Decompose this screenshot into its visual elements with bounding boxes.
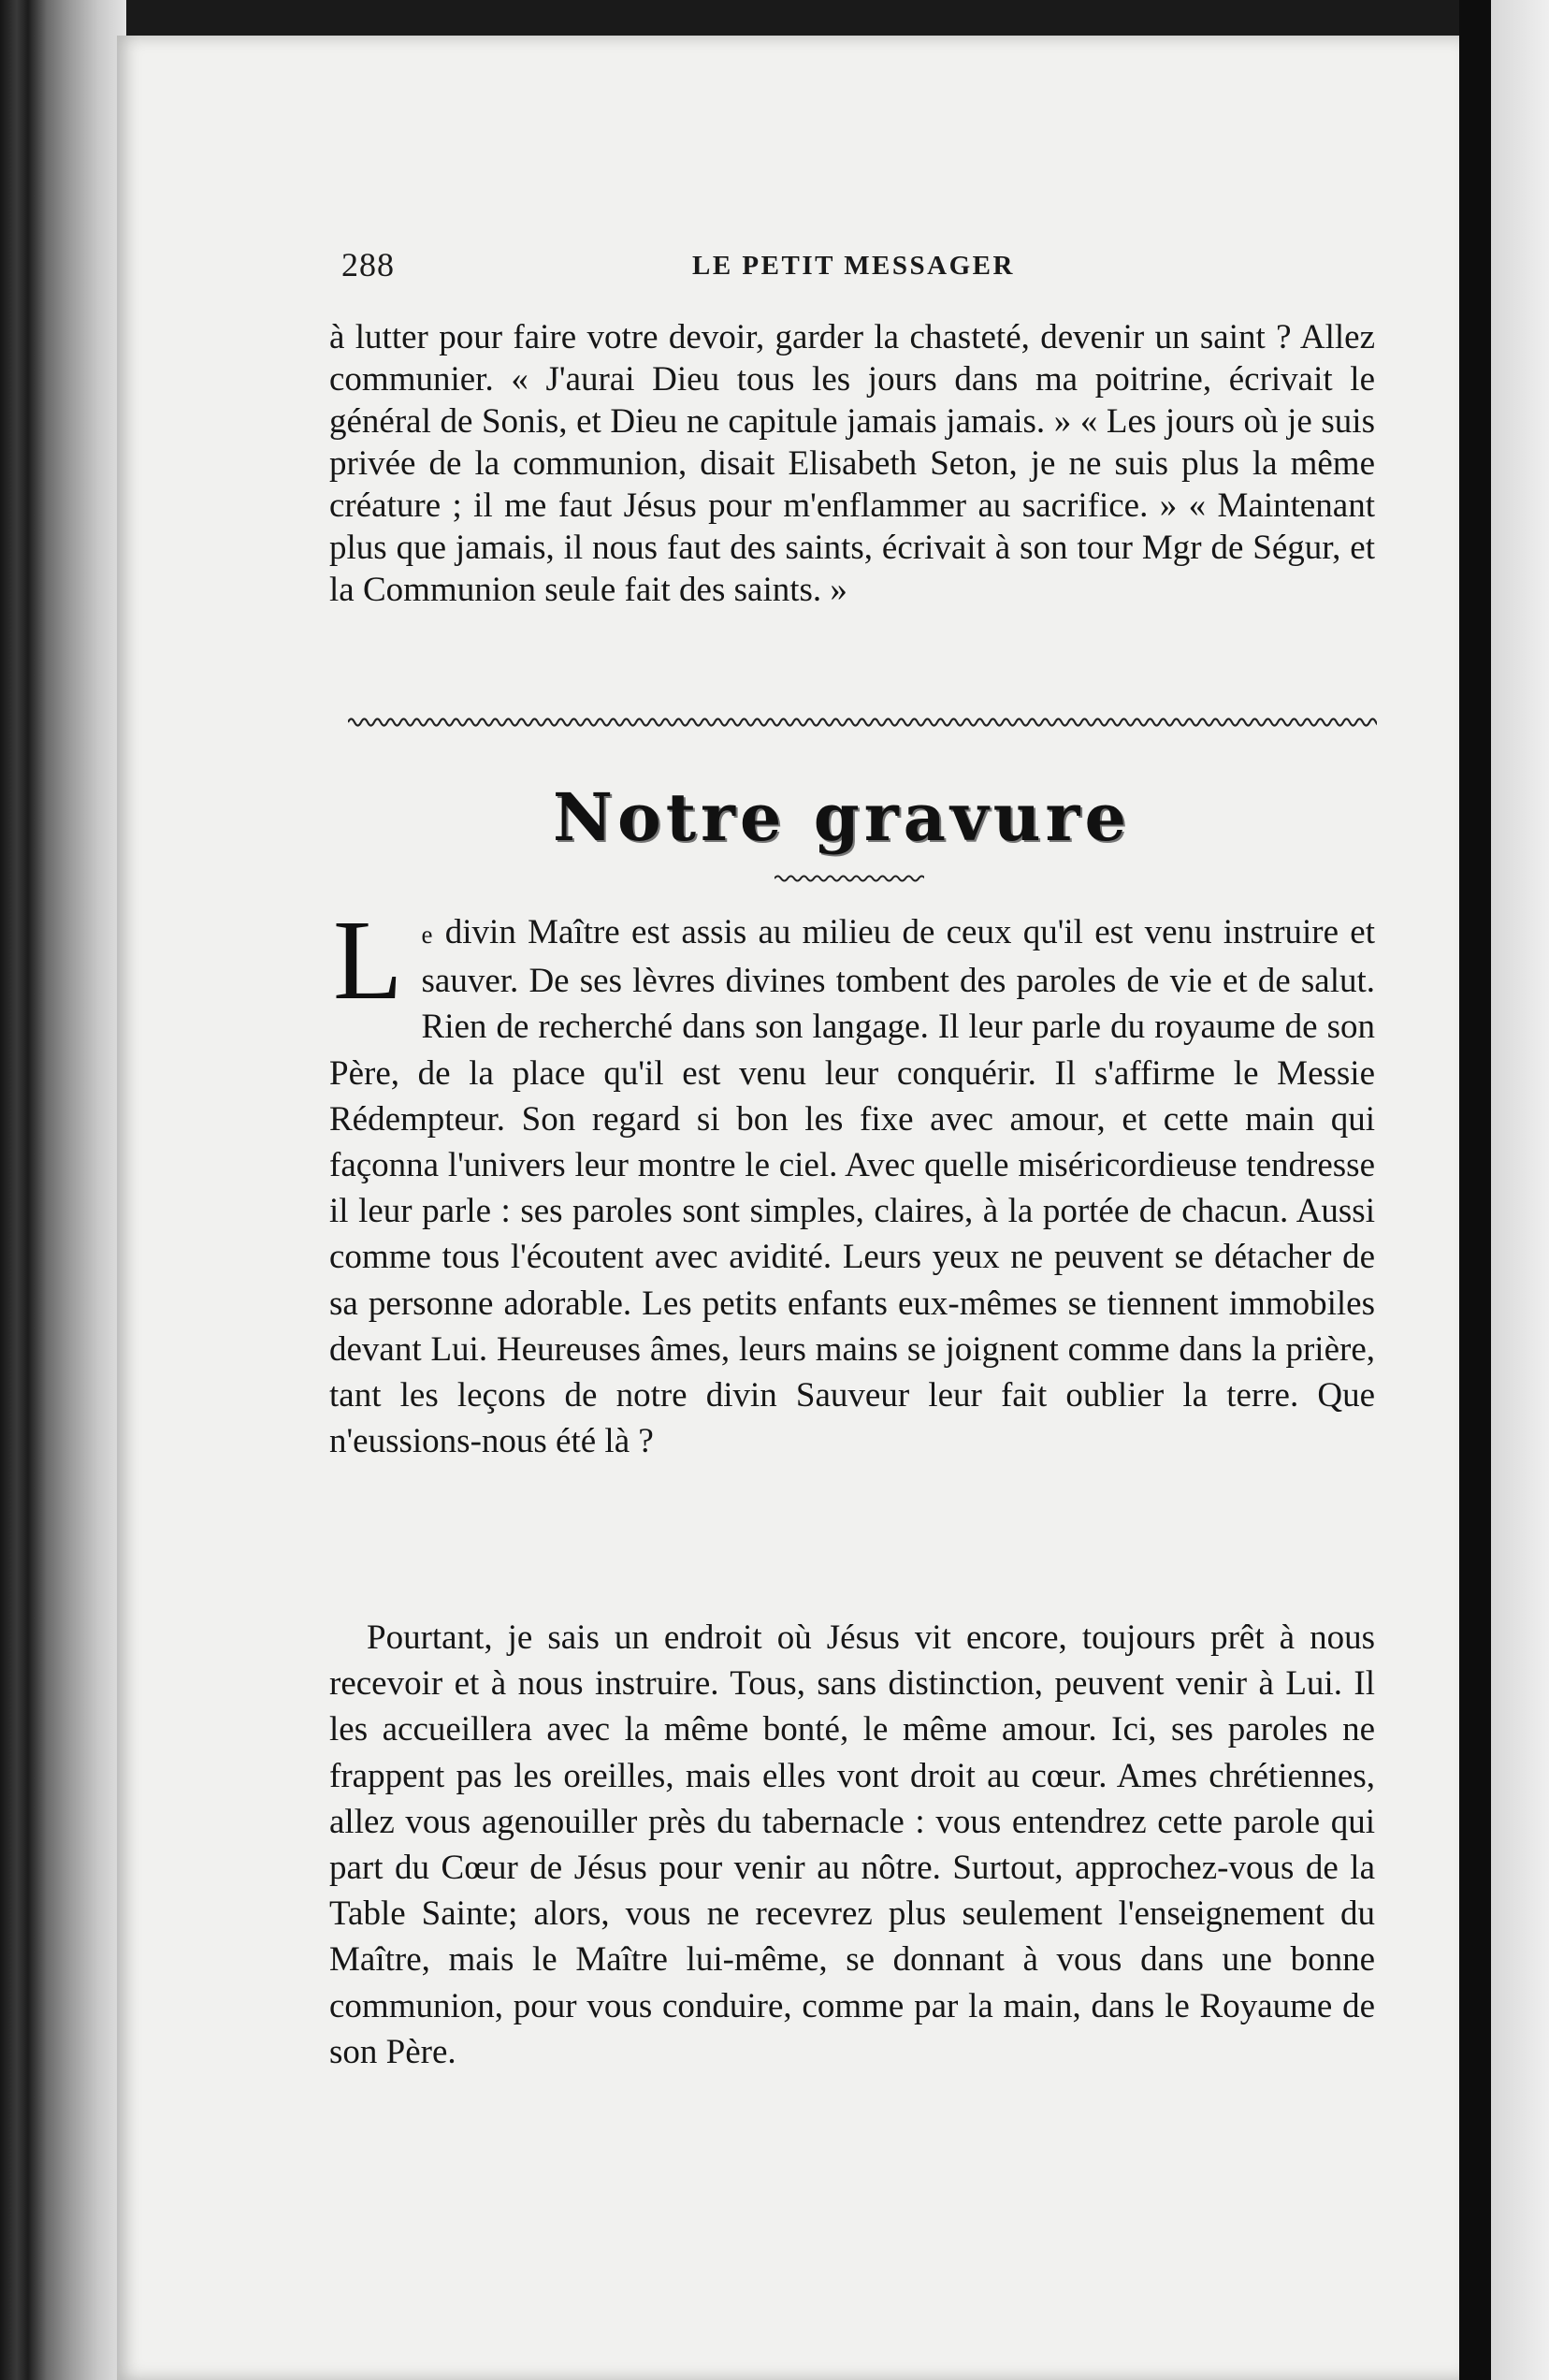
section-paragraph-2 <box>329 1615 1375 2075</box>
first-word-rest: e <box>421 921 434 949</box>
section-paragraph-1 <box>329 897 1376 1464</box>
paragraph-1-body: divin Maître est assis au milieu de ceux qu'il est venu instruire et sauver. De ses lèvres divines tombent des paroles de vie et de salut. Rien de recherché dans son langage. Il leur parle du royaume de son Père, de la place qu'il est venu leur conquérir. Il s'affirme le Messie Rédempteur. Son regard si bon les fixe avec amour, et cette main qui façonna l'univers leur montre le ciel. Avec quelle miséricordieuse tendresse il leur parle : ses paroles sont simples, claires, à la portée de chacun. Aussi comme tous l'écoutent avec avidité. Leurs yeux ne peuvent se détacher de sa personne adorable. Les petits enfants eux-mêmes se tiennent immobiles devant Lui. Heureuses âmes, leurs mains se joignent comme dans la prière, tant les leçons de notre divin Sauveur leur fait oublier la terre. Que n'eussions-nous été là ? <box>329 913 1376 1461</box>
scan-right-edge <box>1459 0 1491 2380</box>
intro-paragraph <box>329 316 1375 611</box>
wavy-divider <box>348 713 1377 732</box>
section-title: Notre gravure <box>553 778 1131 856</box>
section-paragraph-2-text: Pourtant, je sais un endroit où Jésus vit encore, toujours prêt à nous recevoir et à nous instruire. Tous, sans distinction, peuvent venir à Lui. Il les accueillera avec la même bonté, le même amour. Ici, ses paroles ne frappent pas les oreilles, mais elles vont droit au cœur. Ames chrétiennes, allez vous agenouiller près du tabernacle : vous entendrez cette parole qui part du Cœur de Jésus pour venir au nôtre. Surtout, approchez-vous de la Table Sainte; alors, vous ne recevrez plus seulement l'enseignement du Maître, mais le Maître lui-même, se donnant à vous dans une bonne communion, pour vous conduire, comme par la main, dans le Royaume de son Père. <box>329 1618 1375 2071</box>
section-paragraph-1-text <box>329 897 1376 1464</box>
scan-top-edge <box>0 0 1549 37</box>
book-spine-edge <box>0 0 126 2380</box>
running-title: LE PETIT MESSAGER <box>692 251 1015 281</box>
page-header <box>341 245 1370 301</box>
title-ornament-rule <box>774 872 924 885</box>
intro-paragraph-text: à lutter pour faire votre devoir, garder la chasteté, devenir un saint ? Allez communier. « J'aurai Dieu tous les jours dans ma poitrine, écrivait le général de Sonis, et Dieu ne capitule jamais jamais. » « Les jours où je suis privée de la communion, disait Elisabeth Seton, je ne suis plus la même créature ; il me faut Jésus pour m'enflammer au sacrifice. » « Maintenant plus que jamais, il nous faut des saints, écrivait à son tour Mgr de Ségur, et la Communion seule fait des saints. » <box>329 318 1375 609</box>
drop-cap: L <box>333 897 403 1023</box>
page-number: 288 <box>341 246 395 283</box>
scan-right-margin <box>1491 0 1549 2380</box>
